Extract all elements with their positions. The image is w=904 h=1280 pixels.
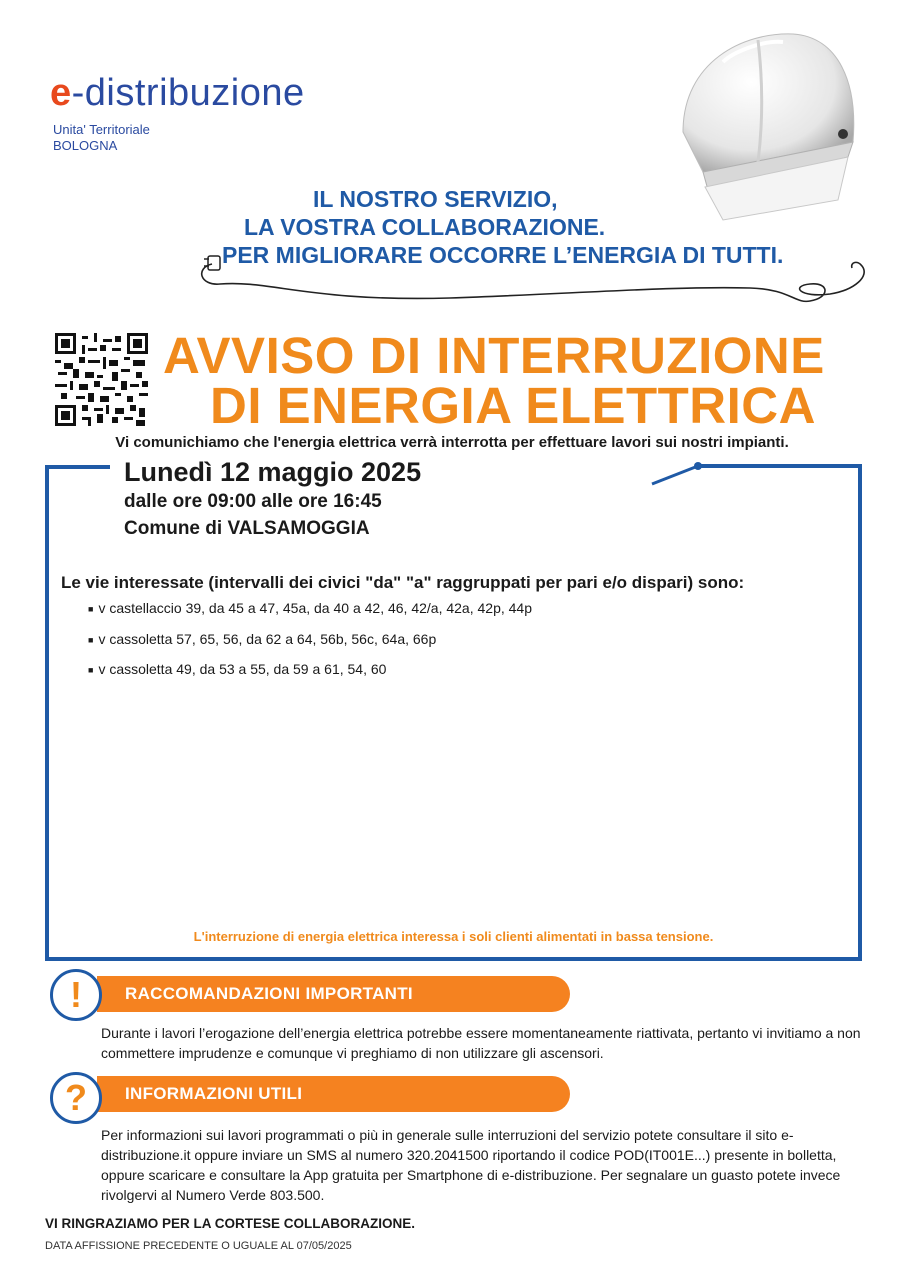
cable-end-icon bbox=[648, 458, 708, 488]
intro-text: Vi comunichiamo che l'energia elettrica verrà interrotta per effettuare lavori sui nostri impianti. bbox=[115, 434, 789, 451]
street-text: v castellaccio 39, da 45 a 47, 45a, da 40 a 42, 46, 42/a, 42a, 42p, 44p bbox=[98, 600, 532, 616]
street-item bbox=[88, 600, 532, 616]
street-item bbox=[88, 661, 386, 677]
electric-plug-cable-icon bbox=[190, 246, 880, 312]
company-logo bbox=[50, 72, 305, 115]
street-text: v cassoletta 49, da 53 a 55, da 59 a 61, 54, 60 bbox=[98, 661, 387, 677]
section-heading-useful-info: INFORMAZIONI UTILI bbox=[97, 1076, 570, 1112]
low-voltage-note: L'interruzione di energia elettrica interessa i soli clienti alimentati in bassa tensione. bbox=[193, 929, 714, 944]
logo-wordmark: -distribuzione bbox=[71, 72, 305, 114]
bullet-icon: ■ bbox=[88, 604, 94, 614]
safety-helmet-icon bbox=[663, 22, 868, 232]
recommendations-text: Durante i lavori l’erogazione dell’energia elettrica potrebbe essere momentaneamente riattivata, pertanto vi invitiamo a non commettere imprudenze e comunque vi preghiamo di non utilizzare gli ascensori. bbox=[101, 1025, 861, 1061]
unit-city: BOLOGNA bbox=[53, 138, 118, 153]
territorial-unit bbox=[53, 122, 150, 154]
frame-border-right bbox=[858, 464, 862, 961]
outage-date: Lunedì 12 maggio 2025 bbox=[124, 457, 422, 487]
bullet-icon: ■ bbox=[88, 635, 94, 645]
frame-border-left bbox=[45, 465, 49, 961]
outage-municipality: Comune di VALSAMOGGIA bbox=[124, 518, 370, 539]
street-item bbox=[88, 631, 436, 647]
slogan-line-3: PER MIGLIORARE OCCORRE L’ENERGIA DI TUTTI. bbox=[222, 242, 784, 268]
unit-label: Unita' Territoriale bbox=[53, 122, 150, 137]
exclamation-icon: ! bbox=[50, 969, 102, 1021]
notice-title-line-2: DI ENERGIA ELETTRICA bbox=[210, 377, 816, 434]
street-text: v cassoletta 57, 65, 56, da 62 a 64, 56b, 56c, 64a, 66p bbox=[98, 631, 437, 647]
qr-code-icon bbox=[55, 333, 148, 426]
slogan-line-1: IL NOSTRO SERVIZIO, bbox=[313, 186, 558, 212]
frame-border-bottom bbox=[45, 957, 862, 961]
streets-heading: Le vie interessate (intervalli dei civici "da" "a" raggruppati per pari e/o dispari) sono: bbox=[61, 573, 745, 592]
bullet-icon: ■ bbox=[88, 665, 94, 675]
frame-border-top-right bbox=[698, 464, 862, 468]
outage-hours: dalle ore 09:00 alle ore 16:45 bbox=[124, 491, 382, 512]
slogan-line-2: LA VOSTRA COLLABORAZIONE. bbox=[244, 214, 606, 240]
notice-title-line-1: AVVISO DI INTERRUZIONE bbox=[163, 327, 825, 384]
useful-info-text: Per informazioni sui lavori programmati o più in generale sulle interruzioni del servizio potete consultare il sito e-distribuzione.it oppure inviare un SMS al numero 320.2041500 riportando il codice POD(IT001E...) presente in bolletta, oppure scaricare e consultare la App gratuita per Smartphone di e-distribuzione. Per segnalare un guasto potete invece rivolgervi al Numero Verde 803.500. bbox=[101, 1127, 841, 1203]
posting-date: DATA AFFISSIONE PRECEDENTE O UGUALE AL 07/05/2025 bbox=[45, 1240, 352, 1252]
section-heading-recommendations: RACCOMANDAZIONI IMPORTANTI bbox=[97, 976, 570, 1012]
thanks-text: VI RINGRAZIAMO PER LA CORTESE COLLABORAZIONE. bbox=[45, 1216, 416, 1231]
frame-border-top-left bbox=[45, 465, 110, 469]
logo-e-mark: e bbox=[50, 72, 72, 114]
question-icon: ? bbox=[50, 1072, 102, 1124]
